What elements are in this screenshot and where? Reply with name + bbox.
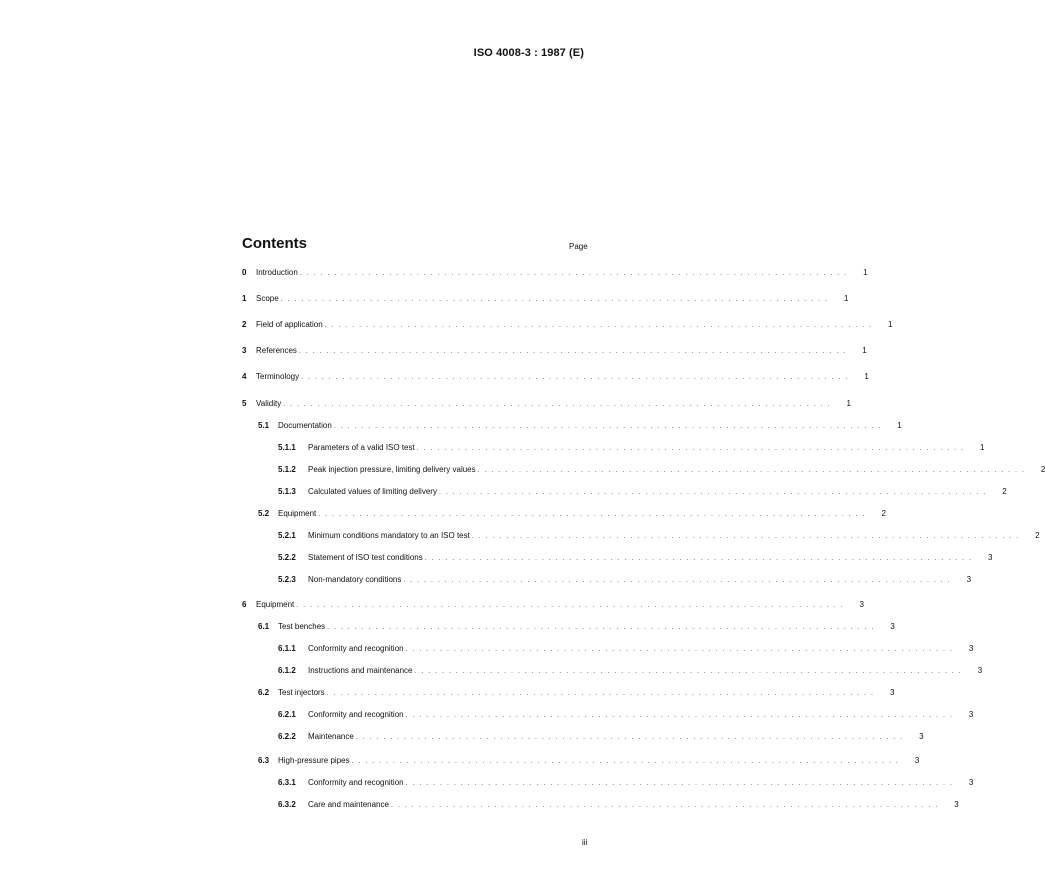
toc-entry-title: Terminology [256,372,300,381]
toc-entry[interactable] [242,531,1040,542]
toc-leader-dots: . . . . . . . . . . . . . . . . . . . . . . . . . . . . . . . . . . . . . . . . . . . . . . . . . . . . . . . . . . . . . . . . . . . . . . . . . . . . . . . . [327,624,875,631]
contents-title: Contents [242,235,307,252]
toc-entry-title: Validity [256,399,282,408]
toc-entry-title: Instructions and maintenance [308,666,413,675]
toc-leader-dots: . . . . . . . . . . . . . . . . . . . . . . . . . . . . . . . . . . . . . . . . . . . . . . . . . . . . . . . . . . . . . . . . . . . . . . . . . . . . . . . . [298,348,847,355]
toc-leader-dots: . . . . . . . . . . . . . . . . . . . . . . . . . . . . . . . . . . . . . . . . . . . . . . . . . . . . . . . . . . . . . . . . . . . . . . . . . . . . . . . . [301,374,849,381]
toc-entry-page: 1 [846,399,851,408]
toc-entry-page: 1 [863,268,868,277]
toc-entry-number: 5.1.2 [278,465,296,474]
toc-entry-title: Test benches [278,622,326,631]
toc-entry-number: 5.2.2 [278,553,296,562]
toc-entry-title: Parameters of a valid ISO test [308,443,415,452]
toc-entry-number: 6 [242,600,247,609]
toc-entry[interactable] [242,443,985,454]
toc-entry-page: 2 [881,509,886,518]
toc-entry-number: 5.1.3 [278,487,296,496]
toc-entry-title: Scope [256,294,279,303]
toc-entry-page: 3 [968,710,974,719]
toc-entry-number: 6.2.2 [278,732,296,741]
toc-entry[interactable] [242,666,983,677]
toc-leader-dots: . . . . . . . . . . . . . . . . . . . . . . . . . . . . . . . . . . . . . . . . . . . . . . . . . . . . . . . . . . . . . . . . . . . . . . . . . . . . . . . . [416,445,965,452]
toc-leader-dots: . . . . . . . . . . . . . . . . . . . . . . . . . . . . . . . . . . . . . . . . . . . . . . . . . . . . . . . . . . . . . . . . . . . . . . . . . . . . . . . . [403,577,952,584]
toc-entry-title: Conformity and recognition [308,644,404,653]
page-number: iii [582,838,588,847]
toc-entry-title: References [256,346,297,355]
toc-entry-number: 5.1.1 [278,443,296,452]
toc-leader-dots: . . . . . . . . . . . . . . . . . . . . . . . . . . . . . . . . . . . . . . . . . . . . . . . . . . . . . . . . . . . . . . . . . . . . . . . . . . . . . . . . [390,802,939,809]
toc-entry-title: High-pressure pipes [278,756,350,765]
toc-entry-page: 3 [954,800,959,809]
toc-entry[interactable] [242,465,1045,476]
toc-leader-dots: . . . . . . . . . . . . . . . . . . . . . . . . . . . . . . . . . . . . . . . . . . . . . . . . . . . . . . . . . . . . . . . . . . . . . . . . . . . . . . . . [318,511,866,518]
toc-entry[interactable] [242,644,974,655]
toc-entry-number: 6.3.1 [278,778,296,787]
page-column-label: Page [569,242,588,251]
toc-entry-page: 1 [843,294,849,303]
toc-entry-title: Peak injection pressure, limiting delivery values [308,465,476,474]
toc-entry-number: 5.1 [258,421,270,430]
toc-leader-dots: . . . . . . . . . . . . . . . . . . . . . . . . . . . . . . . . . . . . . . . . . . . . . . . . . . . . . . . . . . . . . . . . . . . . . . . . . . . . . . . . [405,712,954,719]
toc-entry-number: 5.2.1 [278,531,296,540]
toc-entry-page: 2 [1040,465,1045,474]
toc-leader-dots: . . . . . . . . . . . . . . . . . . . . . . . . . . . . . . . . . . . . . . . . . . . . . . . . . . . . . . . . . . . . . . . . . . . . . . . . . . . . . . . . [280,296,829,303]
toc-leader-dots: . . . . . . . . . . . . . . . . . . . . . . . . . . . . . . . . . . . . . . . . . . . . . . . . . . . . . . . . . . . . . . . . . . . . . . . . . . . . . . . . [326,690,875,697]
toc-entry-page: 1 [862,346,867,355]
toc-leader-dots: . . . . . . . . . . . . . . . . . . . . . . . . . . . . . . . . . . . . . . . . . . . . . . . . . . . . . . . . . . . . . . . . . . . . . . . . . . . . . . . . [405,646,954,653]
toc-leader-dots: . . . . . . . . . . . . . . . . . . . . . . . . . . . . . . . . . . . . . . . . . . . . . . . . . . . . . . . . . . . . . . . . . . . . . . . . . . . . . . . . [283,401,831,408]
toc-entry-page: 2 [1002,487,1007,496]
toc-entry-number: 4 [242,372,247,381]
toc-leader-dots: . . . . . . . . . . . . . . . . . . . . . . . . . . . . . . . . . . . . . . . . . . . . . . . . . . . . . . . . . . . . . . . . . . . . . . . . . . . . . . . . [414,668,963,675]
toc-leader-dots: . . . . . . . . . . . . . . . . . . . . . . . . . . . . . . . . . . . . . . . . . . . . . . . . . . . . . . . . . . . . . . . . . . . . . . . . . . . . . . . . [351,758,900,765]
toc-leader-dots: . . . . . . . . . . . . . . . . . . . . . . . . . . . . . . . . . . . . . . . . . . . . . . . . . . . . . . . . . . . . . . . . . . . . . . . . . . . . . . . . [438,489,987,496]
toc-entry-page: 3 [919,732,924,741]
toc-entry-title: Calculated values of limiting delivery [308,487,437,496]
toc-entry-number: 6.3.2 [278,800,296,809]
toc-entry-number: 6.1 [258,622,270,631]
toc-entry[interactable] [242,553,993,564]
toc-entry-number: 5.2 [258,509,270,518]
toc-entry-page: 2 [1035,531,1040,540]
toc-entry-page: 3 [968,644,974,653]
toc-entry-number: 6.1.1 [278,644,296,653]
document-header: ISO 4008-3 : 1987 (E) [473,47,584,59]
toc-entry-number: 6.2 [258,688,270,697]
toc-entry-number: 1 [242,294,247,303]
toc-entry[interactable] [242,320,893,331]
toc-entry-title: Documentation [278,421,332,430]
toc-entry-title: Statement of ISO test conditions [308,553,423,562]
toc-entry-title: Equipment [278,509,317,518]
toc-entry-page: 3 [859,600,864,609]
toc-entry[interactable] [242,509,886,520]
toc-entry[interactable] [242,346,867,357]
toc-entry[interactable] [242,399,851,410]
toc-entry[interactable] [242,800,959,811]
toc-entry[interactable] [242,732,924,743]
toc-entry-number: 5.2.3 [278,575,296,584]
toc-leader-dots: . . . . . . . . . . . . . . . . . . . . . . . . . . . . . . . . . . . . . . . . . . . . . . . . . . . . . . . . . . . . . . . . . . . . . . . . . . . . . . . . [355,734,904,741]
toc-entry-page: 1 [888,320,893,329]
toc-leader-dots: . . . . . . . . . . . . . . . . . . . . . . . . . . . . . . . . . . . . . . . . . . . . . . . . . . . . . . . . . . . . . . . . . . . . . . . . . . . . . . . . [299,270,848,277]
toc-entry-page: 1 [980,443,985,452]
toc-entry-number: 5 [242,399,247,408]
toc-entry[interactable] [242,294,849,305]
toc-leader-dots: . . . . . . . . . . . . . . . . . . . . . . . . . . . . . . . . . . . . . . . . . . . . . . . . . . . . . . . . . . . . . . . . . . . . . . . . . . . . . . . . [405,780,954,787]
toc-entry-page: 3 [977,666,983,675]
toc-entry-number: 6.3 [258,756,270,765]
toc-entry[interactable] [242,421,902,432]
toc-entry-number: 6.1.2 [278,666,296,675]
toc-entry-title: Introduction [256,268,298,277]
toc-entry[interactable] [242,778,974,789]
toc-leader-dots: . . . . . . . . . . . . . . . . . . . . . . . . . . . . . . . . . . . . . . . . . . . . . . . . . . . . . . . . . . . . . . . . . . . . . . . . . . . . . . . . [424,555,973,562]
toc-entry[interactable] [242,372,869,383]
toc-entry[interactable] [242,710,974,721]
toc-entry-title: Test injectors [278,688,325,697]
toc-leader-dots: . . . . . . . . . . . . . . . . . . . . . . . . . . . . . . . . . . . . . . . . . . . . . . . . . . . . . . . . . . . . . . . . . . . . . . . . . . . . . . . . [471,533,1020,540]
toc-entry-number: 6.2.1 [278,710,296,719]
toc-entry-page: 3 [966,575,972,584]
toc-entry-page: 3 [914,756,920,765]
toc-leader-dots: . . . . . . . . . . . . . . . . . . . . . . . . . . . . . . . . . . . . . . . . . . . . . . . . . . . . . . . . . . . . . . . . . . . . . . . . . . . . . . . . [324,322,873,329]
toc-entry-page: 3 [889,688,895,697]
toc-entry-page: 3 [968,778,974,787]
toc-entry-page: 3 [988,553,993,562]
toc-entry-title: Minimum conditions mandatory to an ISO test [308,531,470,540]
toc-entry-title: Conformity and recognition [308,710,404,719]
toc-entry[interactable] [242,268,868,279]
toc-entry[interactable] [242,487,1007,498]
toc-entry-number: 0 [242,268,247,277]
toc-entry[interactable] [242,688,895,699]
toc-entry-title: Field of application [256,320,323,329]
toc-leader-dots: . . . . . . . . . . . . . . . . . . . . . . . . . . . . . . . . . . . . . . . . . . . . . . . . . . . . . . . . . . . . . . . . . . . . . . . . . . . . . . . . [296,602,844,609]
toc-entry-page: 1 [897,421,902,430]
toc-entry-title: Conformity and recognition [308,778,404,787]
toc-entry[interactable] [242,756,920,767]
toc-entry-number: 2 [242,320,247,329]
toc-entry-title: Non-mandatory conditions [308,575,402,584]
toc-entry-page: 1 [864,372,869,381]
toc-entry-number: 3 [242,346,247,355]
toc-entry-title: Care and maintenance [308,800,389,809]
toc-entry[interactable] [242,600,864,611]
toc-entry[interactable] [242,575,972,586]
toc-leader-dots: . . . . . . . . . . . . . . . . . . . . . . . . . . . . . . . . . . . . . . . . . . . . . . . . . . . . . . . . . . . . . . . . . . . . . . . . . . . . . . . . [477,467,1026,474]
toc-entry-title: Maintenance [308,732,354,741]
toc-entry-page: 3 [890,622,895,631]
toc-entry-title: Equipment [256,600,295,609]
toc-entry[interactable] [242,622,895,633]
toc-leader-dots: . . . . . . . . . . . . . . . . . . . . . . . . . . . . . . . . . . . . . . . . . . . . . . . . . . . . . . . . . . . . . . . . . . . . . . . . . . . . . . . . [333,423,882,430]
